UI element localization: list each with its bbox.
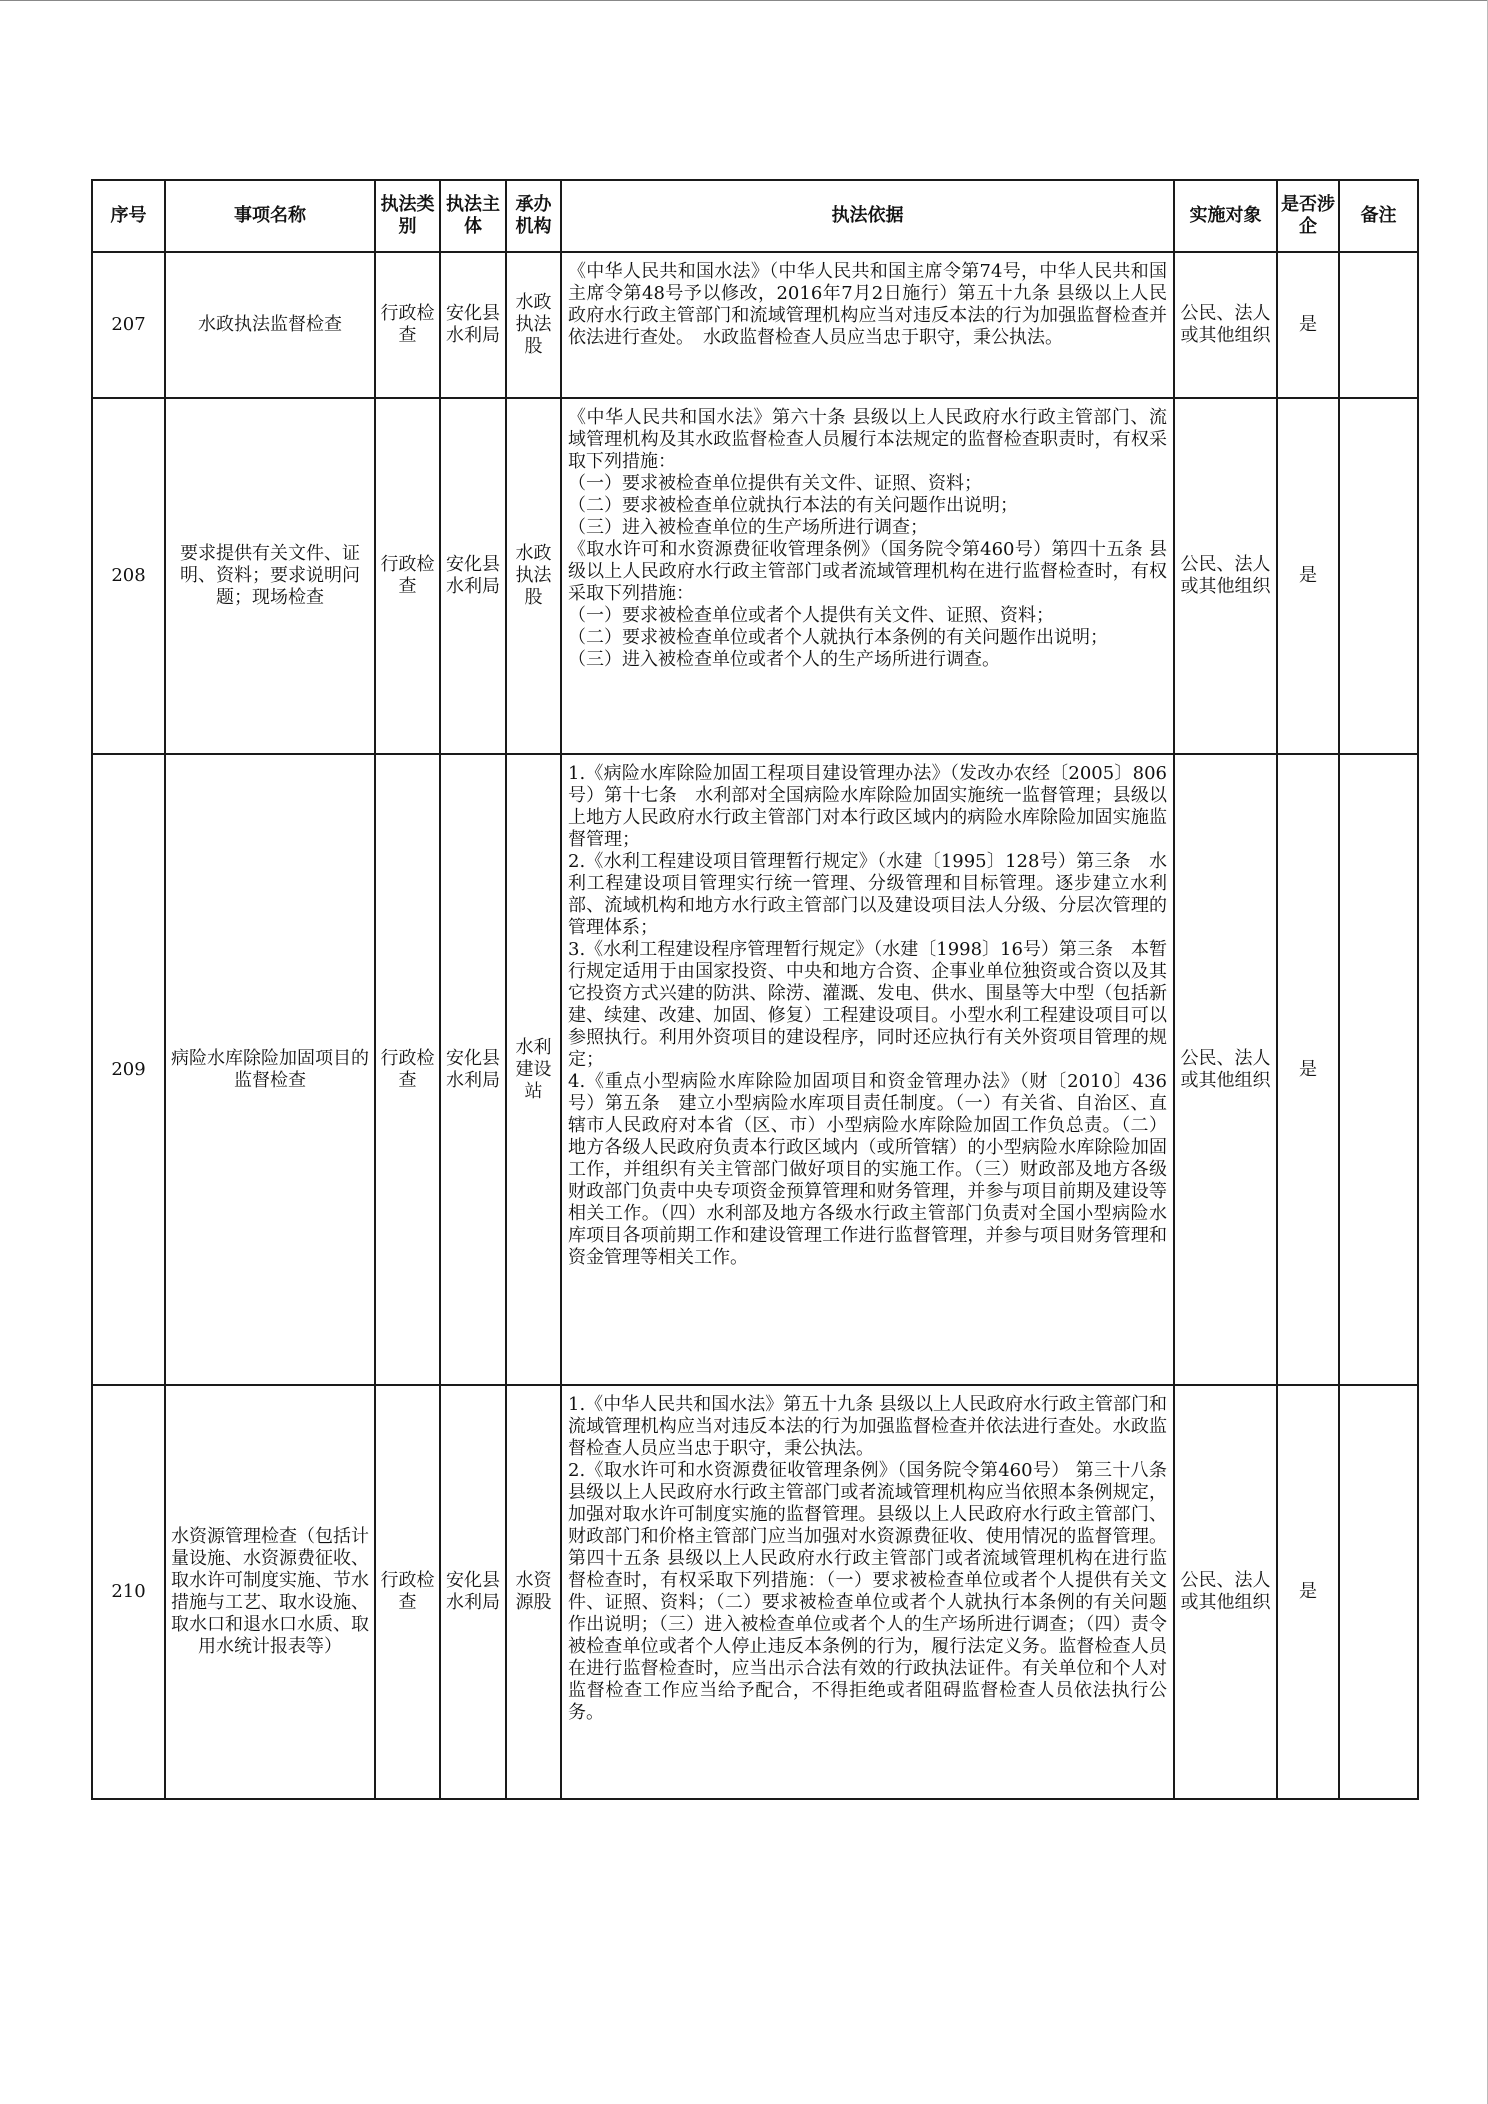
table-row [92,1385,1418,1799]
row-category: 行政检查 [375,1385,440,1799]
row-unit: 水政执法股 [506,252,561,398]
row-remark [1339,398,1418,754]
row-unit: 水利建设站 [506,754,561,1385]
header-remark: 备注 [1339,180,1418,252]
row-index: 209 [92,754,165,1385]
page-top-border [0,0,1488,1]
basis-paragraph: 2.《取水许可和水资源费征收管理条例》（国务院令第460号） 第三十八条 县级以上人民政府水行政主管部门或者流域管理机构应当依照本条例规定，加强对取水许可制度实施的监督管理。县级以上人民政府水行政主管部门、财政部门和价格主管部门应当加强对水资源费征收、使用情况的监督管理。第四十五条 县级以上人民政府水行政主管部门或者流域管理机构在进行监督检查时，有权采取下列措施：（一）要求被检查单位或者个人提供有关文件、证照、资料；（二）要求被检查单位或者个人就执行本条例的有关问题作出说明；（三）进入被检查单位或者个人的生产场所进行调查；（四）责令被检查单位或者个人停止违反本条例的行为，履行法定义务。监督检查人员在进行监督检查时，应当出示合法有效的行政执法证件。有关单位和个人对监督检查工作应当给予配合，不得拒绝或者阻碍监督检查人员依法执行公务。 [568,1460,1167,1723]
basis-paragraph: 《取水许可和水资源费征收管理条例》（国务院令第460号）第四十五条 县级以上人民政府水行政主管部门或者流域管理机构在进行监督检查时，有权采取下列措施： [568,539,1167,604]
basis-paragraph: （二）要求被检查单位就执行本法的有关问题作出说明； [568,495,1018,516]
row-index: 207 [92,252,165,398]
row-enterprise: 是 [1277,754,1339,1385]
row-remark [1339,1385,1418,1799]
header-target: 实施对象 [1174,180,1277,252]
row-target: 公民、法人或其他组织 [1174,398,1277,754]
basis-paragraph: 1.《病险水库除险加固工程项目建设管理办法》（发改办农经〔2005〕806号）第十七条 水利部对全国病险水库除险加固实施统一监督管理；县级以上地方人民政府水行政主管部门对本行政区域内的病险水库除险加固实施监督管理； [568,763,1167,850]
row-remark [1339,754,1418,1385]
header-index: 序号 [92,180,165,252]
header-enterprise: 是否涉企 [1277,180,1339,252]
row-subject: 安化县水利局 [440,398,506,754]
header-unit: 承办机构 [506,180,561,252]
row-enterprise: 是 [1277,252,1339,398]
row-category: 行政检查 [375,398,440,754]
row-name: 水资源管理检查（包括计量设施、水资源费征收、取水许可制度实施、节水措施与工艺、取水设施、取水口和退水口水质、取用水统计报表等） [165,1385,375,1799]
law-enforcement-table [91,179,1419,1800]
table-row [92,754,1418,1385]
basis-paragraph: 《中华人民共和国水法》第六十条 县级以上人民政府水行政主管部门、流域管理机构及其水政监督检查人员履行本法规定的监督检查职责时，有权采取下列措施： [568,407,1167,472]
row-name: 水政执法监督检查 [165,252,375,398]
row-target: 公民、法人或其他组织 [1174,252,1277,398]
row-subject: 安化县水利局 [440,754,506,1385]
row-name: 病险水库除险加固项目的监督检查 [165,754,375,1385]
basis-paragraph: 《中华人民共和国水法》（中华人民共和国主席令第74号，中华人民共和国主席令第48号予以修改，2016年7月2日施行）第五十九条 县级以上人民政府水行政主管部门和流域管理机构应当对违反本法的行为加强监督检查并依法进行查处。 水政监督检查人员应当忠于职守，秉公执法。 [568,261,1167,348]
row-target: 公民、法人或其他组织 [1174,1385,1277,1799]
header-name: 事项名称 [165,180,375,252]
row-basis [561,252,1174,398]
row-enterprise: 是 [1277,1385,1339,1799]
basis-paragraph: （二）要求被检查单位或者个人就执行本条例的有关问题作出说明； [568,627,1108,648]
basis-paragraph: （一）要求被检查单位或者个人提供有关文件、证照、资料； [568,605,1054,626]
basis-paragraph: 4.《重点小型病险水库除险加固项目和资金管理办法》（财〔2010〕436号）第五条 建立小型病险水库项目责任制度。（一）有关省、自治区、直辖市人民政府对本省（区、市）小型病险水库除险加固工作负总责。（二）地方各级人民政府负责本行政区域内（或所管辖）的小型病险水库除险加固工作，并组织有关主管部门做好项目的实施工作。（三）财政部及地方各级财政部门负责中央专项资金预算管理和财务管理，并参与项目前期及建设等相关工作。（四）水利部及地方各级水行政主管部门负责对全国小型病险水库项目各项前期工作和建设管理工作进行监督管理，并参与项目财务管理和资金管理等相关工作。 [568,1071,1167,1268]
table-row [92,252,1418,398]
basis-paragraph: （三）进入被检查单位或者个人的生产场所进行调查。 [568,649,1000,670]
row-unit: 水政执法股 [506,398,561,754]
basis-paragraph: 2.《水利工程建设项目管理暂行规定》（水建〔1995〕128号）第三条 水利工程建设项目管理实行统一管理、分级管理和目标管理。逐步建立水利部、流域机构和地方水行政主管部门以及建设项目法人分级、分层次管理的管理体系； [568,851,1167,938]
row-index: 208 [92,398,165,754]
row-category: 行政检查 [375,252,440,398]
row-category: 行政检查 [375,754,440,1385]
row-name: 要求提供有关文件、证明、资料；要求说明问题；现场检查 [165,398,375,754]
basis-paragraph: （三）进入被检查单位的生产场所进行调查； [568,517,928,538]
basis-paragraph: （一）要求被检查单位提供有关文件、证照、资料； [568,473,982,494]
row-basis [561,754,1174,1385]
row-subject: 安化县水利局 [440,252,506,398]
basis-paragraph: 1.《中华人民共和国水法》第五十九条 县级以上人民政府水行政主管部门和流域管理机构应当对违反本法的行为加强监督检查并依法进行查处。水政监督检查人员应当忠于职守，秉公执法。 [568,1394,1167,1459]
row-index: 210 [92,1385,165,1799]
table-row [92,398,1418,754]
header-subject: 执法主体 [440,180,506,252]
row-unit: 水资源股 [506,1385,561,1799]
table-header-row [92,180,1418,252]
basis-paragraph: 3.《水利工程建设程序管理暂行规定》（水建〔1998〕16号）第三条 本暂行规定适用于由国家投资、中央和地方合资、企事业单位独资或合资以及其它投资方式兴建的防洪、除涝、灌溉、发电、供水、围垦等大中型（包括新建、续建、改建、加固、修复）工程建设项目。小型水利工程建设项目可以参照执行。利用外资项目的建设程序，同时还应执行有关外资项目管理的规定； [568,939,1167,1070]
row-basis [561,1385,1174,1799]
row-target: 公民、法人或其他组织 [1174,754,1277,1385]
row-basis [561,398,1174,754]
row-subject: 安化县水利局 [440,1385,506,1799]
header-category: 执法类别 [375,180,440,252]
row-remark [1339,252,1418,398]
row-enterprise: 是 [1277,398,1339,754]
header-basis: 执法依据 [561,180,1174,252]
